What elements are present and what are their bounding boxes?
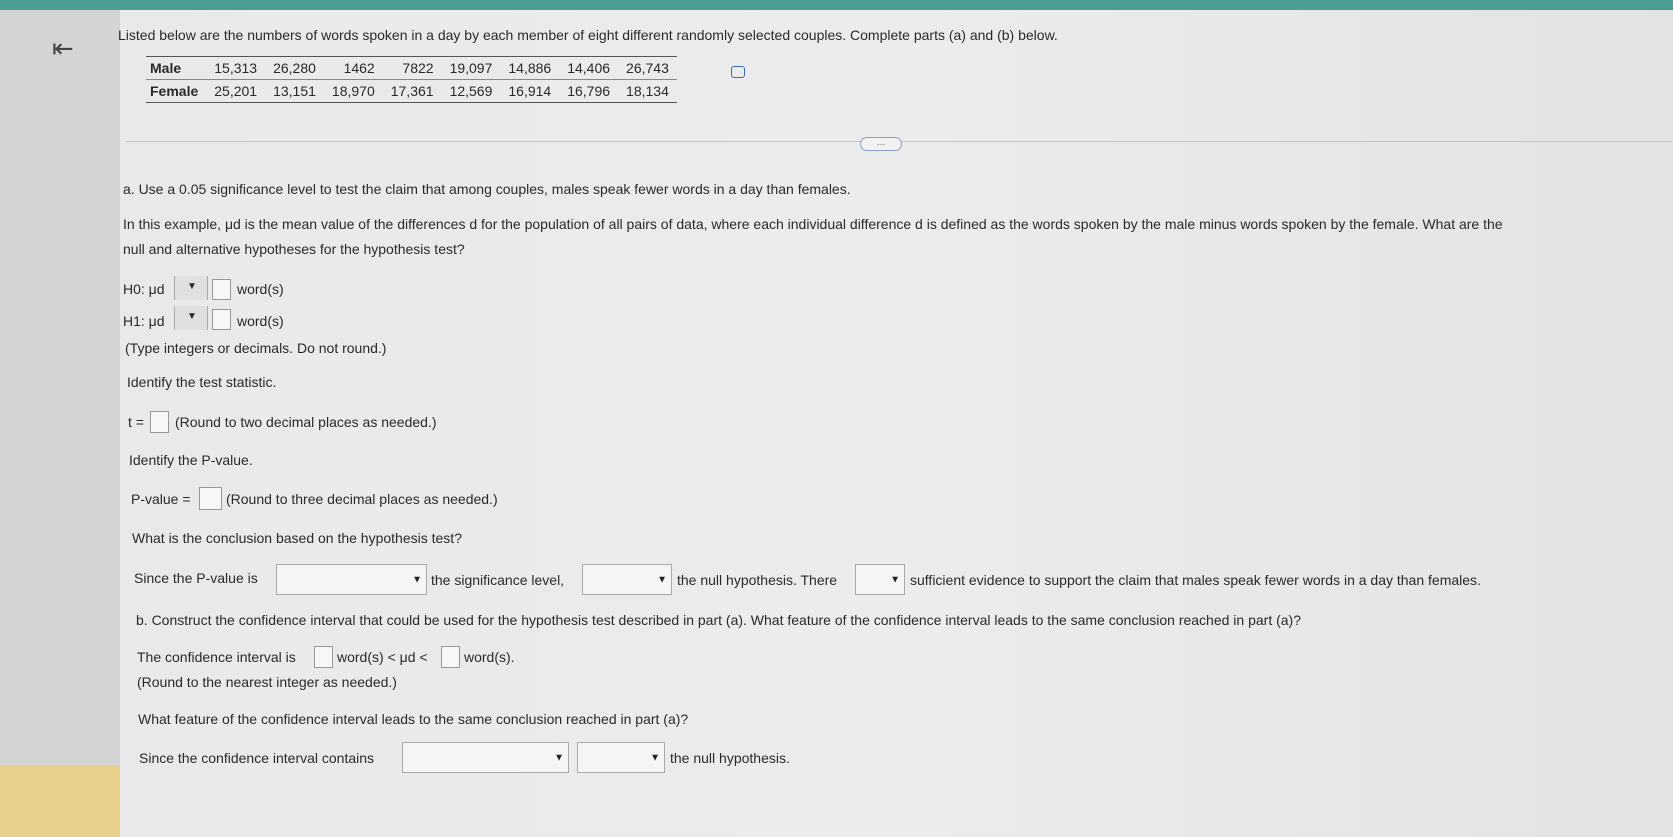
table-cell: 13,151 xyxy=(265,80,324,103)
part-a-title: a. Use a 0.05 significance level to test the claim that among couples, males speak fewer words in a day than females. xyxy=(123,181,851,197)
dropdown-arrow-icon: ▼ xyxy=(187,281,197,292)
ci-upper-input[interactable] xyxy=(441,646,460,668)
table-cell: 26,743 xyxy=(618,57,677,80)
p-value-label: P-value = xyxy=(131,491,191,507)
dropdown-arrow-icon: ▼ xyxy=(657,574,667,585)
h1-value-input[interactable] xyxy=(212,309,231,330)
table-cell: 17,361 xyxy=(383,80,442,103)
evidence-select[interactable] xyxy=(855,564,905,595)
dropdown-arrow-icon: ▼ xyxy=(412,574,422,585)
table-cell: 7822 xyxy=(383,57,442,80)
p-value-input[interactable] xyxy=(199,487,222,510)
ci-decision-select[interactable] xyxy=(577,742,665,773)
intro-text: Listed below are the numbers of words spoken in a day by each member of eight different randomly selected couples. Complete parts (a) and (b) below. xyxy=(118,27,1058,43)
table-row-female xyxy=(146,80,677,103)
dropdown-arrow-icon: ▼ xyxy=(187,311,197,322)
table-cell: 14,886 xyxy=(500,57,559,80)
ci-prefix: The confidence interval is xyxy=(137,649,296,665)
table-cell: 18,134 xyxy=(618,80,677,103)
table-cell: 25,201 xyxy=(206,80,265,103)
t-label: t = xyxy=(128,414,144,430)
top-accent-bar xyxy=(0,0,1673,10)
table-cell: 26,280 xyxy=(265,57,324,80)
p-value-note: (Round to three decimal places as needed.) xyxy=(226,491,498,507)
more-button[interactable]: ... xyxy=(860,137,902,151)
t-statistic-input[interactable] xyxy=(150,411,169,433)
h0-label: H0: μd xyxy=(123,281,165,297)
part-b-title: b. Construct the confidence interval that could be used for the hypothesis test described in part (a). What feature of the confidence interval leads to the same conclusion reached in part (a)? xyxy=(136,612,1301,628)
table-row-male xyxy=(146,57,677,80)
collapse-back-icon[interactable]: ⇤ xyxy=(52,33,74,63)
test-statistic-question: Identify the test statistic. xyxy=(127,374,277,390)
table-cell: 1462 xyxy=(324,57,383,80)
table-cell: 15,313 xyxy=(206,57,265,80)
table-cell: 16,914 xyxy=(500,80,559,103)
conclusion-question: What is the conclusion based on the hypothesis test? xyxy=(132,530,462,546)
reject-decision-select[interactable] xyxy=(582,564,672,595)
ci-middle-text: word(s) < μd < xyxy=(337,649,428,665)
dropdown-arrow-icon: ▼ xyxy=(890,574,900,585)
part-a-description: In this example, μd is the mean value of the differences d for the population of all pairs of data, where each individual difference d is defined as the words spoken by the male minus words spoken by the female. What are the xyxy=(123,216,1503,232)
ci-note: (Round to the nearest integer as needed.) xyxy=(137,674,397,690)
h0-operator-select[interactable] xyxy=(174,276,208,300)
since-ci-text: Since the confidence interval contains xyxy=(139,750,375,766)
part-a-description-cont: null and alternative hypotheses for the hypothesis test? xyxy=(123,241,465,257)
data-table xyxy=(146,56,677,103)
table-cell: 19,097 xyxy=(442,57,501,80)
dropdown-arrow-icon: ▼ xyxy=(554,752,564,763)
h1-operator-select[interactable] xyxy=(174,306,208,330)
p-value-question: Identify the P-value. xyxy=(129,452,253,468)
ci-lower-input[interactable] xyxy=(314,646,333,668)
ci-feature-question: What feature of the confidence interval leads to the same conclusion reached in part (a)? xyxy=(138,711,689,727)
h1-label: H1: μd xyxy=(123,313,165,329)
ci-contains-select[interactable] xyxy=(402,742,569,773)
row-label: Female xyxy=(146,80,206,103)
conclusion-text-3: the null hypothesis. There xyxy=(677,572,838,588)
copy-data-icon[interactable] xyxy=(731,66,745,78)
h1-unit: word(s) xyxy=(237,313,284,329)
table-cell: 16,796 xyxy=(559,80,618,103)
dropdown-arrow-icon: ▼ xyxy=(650,752,660,763)
row-label: Male xyxy=(146,57,206,80)
table-cell: 14,406 xyxy=(559,57,618,80)
ci-suffix: word(s). xyxy=(464,649,515,665)
h0-unit: word(s) xyxy=(237,281,284,297)
pvalue-comparison-select[interactable] xyxy=(276,564,427,595)
table-cell: 18,970 xyxy=(324,80,383,103)
conclusion-text-2: the significance level, xyxy=(431,572,565,588)
conclusion-text-4: sufficient evidence to support the claim that males speak fewer words in a day than females. xyxy=(910,572,1481,588)
left-panel xyxy=(0,10,120,837)
left-panel-highlight xyxy=(0,765,120,837)
conclusion-text-1: Since the P-value is xyxy=(134,570,258,586)
hypothesis-note: (Type integers or decimals. Do not round.) xyxy=(125,340,387,356)
since-ci-end: the null hypothesis. xyxy=(670,750,790,766)
t-note: (Round to two decimal places as needed.) xyxy=(175,414,437,430)
table-cell: 12,569 xyxy=(442,80,501,103)
h0-value-input[interactable] xyxy=(212,279,231,300)
